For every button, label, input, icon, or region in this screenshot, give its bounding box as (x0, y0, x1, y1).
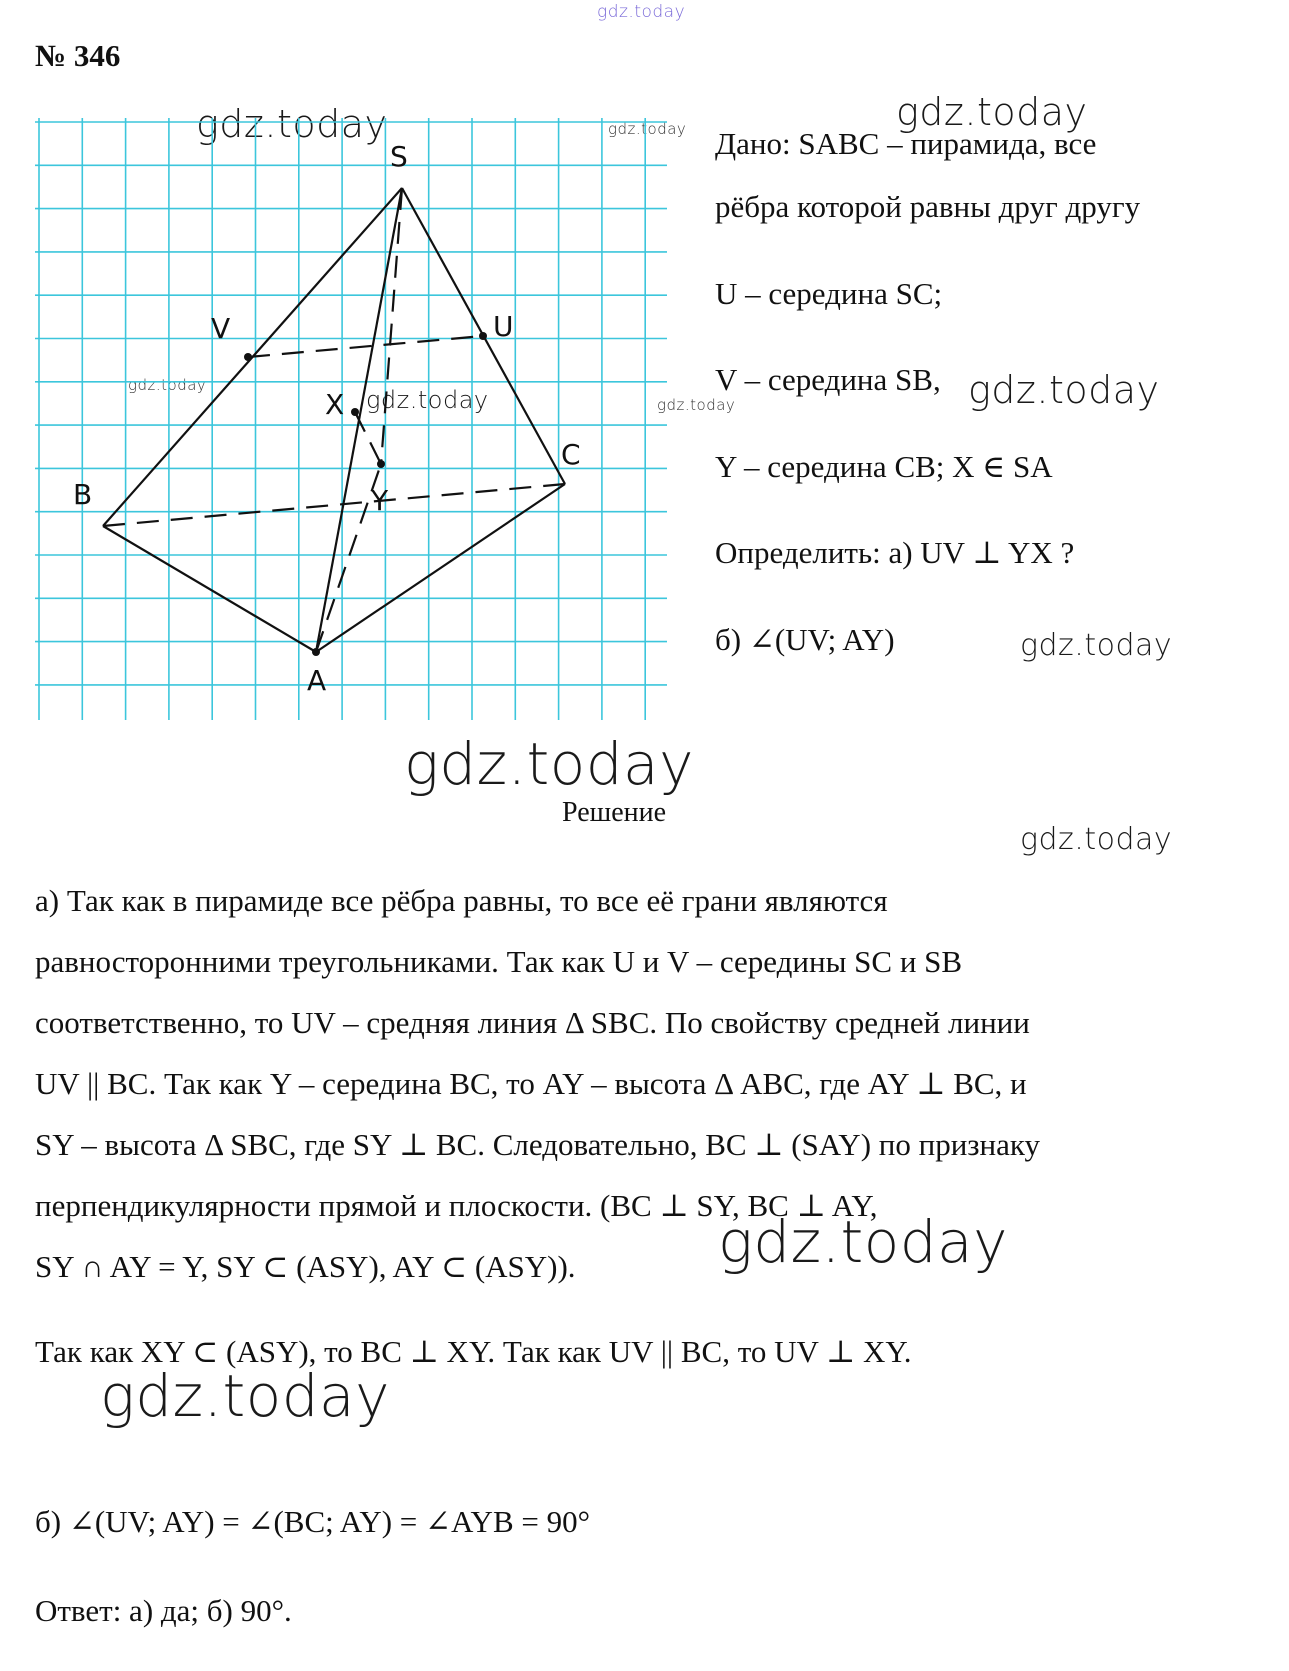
given-line-6: Определить: а) UV ⊥ YX ? (715, 535, 1075, 570)
watermark: gdz.today (366, 386, 489, 414)
point-u (479, 332, 487, 340)
edge-ba (103, 526, 316, 652)
solution-b: б) ∠(UV; AY) = ∠(BC; AY) = ∠AYB = 90° (35, 1504, 591, 1539)
solution-heading: Решение (562, 797, 667, 828)
watermark: gdz.today (404, 730, 694, 798)
watermark: gdz.today (100, 1362, 390, 1430)
label-s: S (390, 140, 408, 173)
label-u: U (493, 310, 514, 343)
given-line-3: U – середина SC; (715, 276, 943, 311)
point-a (312, 648, 320, 656)
point-x (351, 408, 359, 416)
label-x: X (325, 388, 345, 421)
label-a: A (307, 664, 327, 697)
label-v: V (211, 312, 231, 345)
problem-number: № 346 (35, 38, 121, 73)
given-line-5: Y – середина CB; X ∈ SA (715, 449, 1053, 484)
label-b: B (73, 478, 93, 511)
solution-a-line-3: соответственно, то UV – средняя линия Δ SBC. По свойству средней линии (35, 1005, 1030, 1040)
point-y (377, 460, 385, 468)
watermark: gdz.today (657, 396, 736, 414)
label-c: C (561, 438, 581, 471)
solution-a-line-2: равносторонними треугольниками. Так как U и V – середины SC и SB (35, 944, 963, 979)
watermark: gdz.today (968, 368, 1160, 412)
watermark: gdz.today (128, 376, 207, 394)
watermark: gdz.today (608, 120, 687, 138)
solution-a-line-4: UV || BC. Так как Y – середина BC, то AY – высота Δ ABC, где AY ⊥ BC, и (35, 1066, 1027, 1101)
given-line-1: Дано: SABC – пирамида, все (715, 126, 1097, 161)
line-sy (381, 188, 402, 464)
pyramid-diagram (35, 118, 667, 720)
answer: Ответ: а) да; б) 90°. (35, 1593, 292, 1628)
solution-a-line-8: Так как XY ⊂ (ASY), то BC ⊥ XY. Так как UV || BC, то UV ⊥ XY. (35, 1334, 912, 1369)
given-line-2: рёбра которой равны друг другу (715, 189, 1141, 224)
solution-a-line-7: SY ∩ AY = Y, SY ⊂ (ASY), AY ⊂ (ASY)). (35, 1249, 576, 1284)
watermark: gdz.today (1020, 628, 1173, 663)
label-y: Y (371, 484, 389, 517)
point-v (244, 353, 252, 361)
edge-ac (316, 484, 565, 652)
line-xy (355, 412, 381, 464)
solution-a-line-5: SY – высота Δ SBC, где SY ⊥ BC. Следовательно, BC ⊥ (SAY) по признаку (35, 1127, 1041, 1162)
watermark: gdz.today (718, 1208, 1008, 1276)
watermark: gdz.today (196, 102, 388, 146)
edge-bc (103, 484, 565, 526)
watermark: gdz.today (896, 90, 1088, 134)
watermark-top: gdz.today (597, 2, 686, 22)
solution-a-line-6: перпендикулярности прямой и плоскости. (BC ⊥ SY, BC ⊥ AY, (35, 1188, 878, 1223)
watermark: gdz.today (1020, 822, 1173, 857)
given-line-4: V – середина SB, (715, 362, 941, 397)
given-line-7: б) ∠(UV; AY) (715, 622, 895, 657)
solution-a-line-1: а) Так как в пирамиде все рёбра равны, то все её грани являются (35, 883, 888, 918)
